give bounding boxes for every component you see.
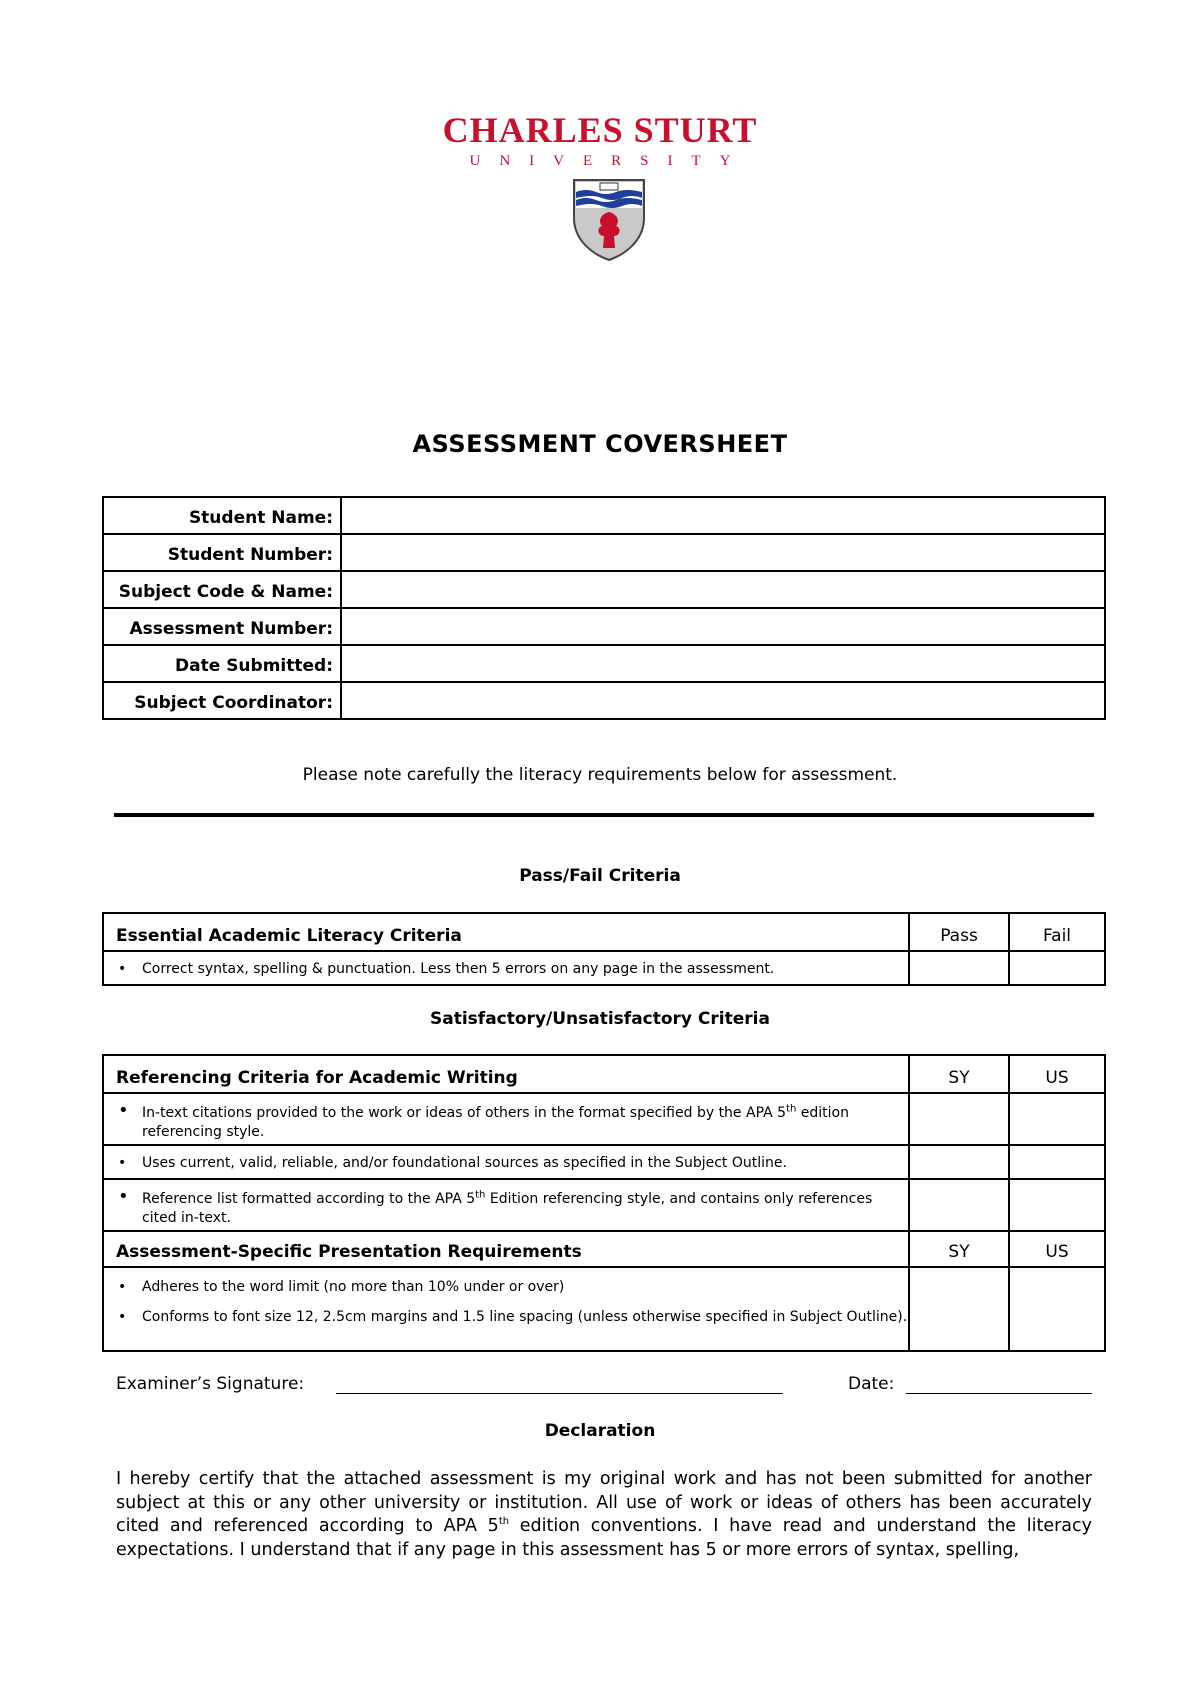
subject-code-name-field[interactable] [344, 572, 1104, 607]
fail-column-header: Fail [1042, 926, 1072, 946]
table-header: Essential Academic Literacy Criteria [116, 926, 462, 946]
criteria-text: Adheres to the word limit (no more than 10% under or over) [142, 1279, 565, 1295]
superscript: th [786, 1103, 797, 1115]
criteria-text: Edition referencing style, and contains only references cited in-text. [142, 1191, 873, 1226]
pass-column-header: Pass [910, 914, 1010, 950]
bullet-icon: • [118, 1100, 129, 1121]
examiner-signature-line[interactable] [336, 1392, 783, 1394]
criteria-text: edition referencing style. [142, 1105, 849, 1140]
sy-checkbox-cell[interactable] [910, 1146, 1010, 1178]
superscript: th [475, 1189, 486, 1201]
list-item [116, 1154, 908, 1173]
declaration-title: Declaration [544, 1421, 656, 1441]
table-row [104, 1268, 1104, 1350]
logo-subname: UNIVERSITY [469, 153, 750, 169]
details-row [104, 572, 1104, 609]
university-logo [0, 112, 1200, 170]
table-header: Referencing Criteria for Academic Writing [116, 1068, 518, 1088]
declaration-text-part: edition conventions. I have read and understand the literacy expectations. I understand that if any page in this assessment has 5 or more errors of syntax, spelling, [116, 1516, 1093, 1560]
sy-column-header: SY [910, 1056, 1010, 1092]
details-label: Date Submitted: [104, 646, 342, 681]
details-row [104, 535, 1104, 572]
sy-checkbox-cell[interactable] [910, 1180, 1010, 1230]
table-row [104, 1180, 1104, 1232]
bullet-icon: • [118, 961, 127, 977]
us-column-header: US [1045, 1068, 1069, 1088]
table-header-row [104, 914, 1104, 952]
details-row [104, 683, 1104, 718]
assessment-number-field[interactable] [344, 609, 1104, 644]
superscript: th [498, 1516, 510, 1528]
list-item [116, 960, 908, 979]
us-checkbox-cell[interactable] [1010, 1180, 1104, 1230]
logo-name: CHARLES STURT [442, 110, 758, 150]
us-checkbox-cell[interactable] [1010, 1094, 1104, 1144]
satisfactory-heading: Satisfactory/Unsatisfactory Criteria [430, 1009, 770, 1029]
list-item [116, 1186, 908, 1228]
date-label: Date: [848, 1374, 895, 1394]
details-label: Assessment Number: [104, 609, 342, 644]
details-label: Student Name: [104, 498, 342, 533]
criteria-text: In-text citations provided to the work or ideas of others in the format specified by the APA 5 [142, 1105, 787, 1121]
student-number-field[interactable] [344, 535, 1104, 570]
date-line[interactable] [906, 1392, 1092, 1394]
passfail-heading: Pass/Fail Criteria [519, 866, 681, 886]
us-checkbox-cell[interactable] [1010, 1146, 1104, 1178]
table-row [104, 952, 1104, 984]
university-crest-icon [570, 178, 648, 262]
details-label: Subject Coordinator: [104, 683, 342, 718]
table-header: Assessment-Specific Presentation Requirements [116, 1242, 582, 1262]
table-row [104, 1094, 1104, 1146]
list-item [116, 1100, 908, 1142]
sy-checkbox-cell[interactable] [910, 1094, 1010, 1144]
bullet-icon: • [118, 1155, 127, 1171]
subject-coordinator-field[interactable] [344, 683, 1104, 718]
passfail-table [102, 912, 1106, 986]
sy-column-header: SY [910, 1232, 1010, 1266]
details-row [104, 498, 1104, 535]
student-name-field[interactable] [344, 498, 1104, 533]
sy-checkbox-cell[interactable] [910, 1268, 1010, 1350]
table-row [104, 1146, 1104, 1180]
table-header-row [104, 1232, 1104, 1268]
list-item [116, 1278, 908, 1297]
declaration-text [116, 1468, 1092, 1562]
us-column-header: US [1045, 1242, 1069, 1262]
student-details-table [102, 496, 1106, 720]
declaration-text-part: I hereby certify that the attached assessment is my original work and has not been submitted for another subject at this or any other university or institution. All use of work or ideas of others has been accurately cited and referenced according to APA 5 [116, 1469, 1092, 1536]
criteria-text: Reference list formatted according to the APA 5 [142, 1191, 476, 1207]
fail-checkbox-cell[interactable] [1010, 952, 1104, 984]
criteria-text: Conforms to font size 12, 2.5cm margins and 1.5 line spacing (unless otherwise specified in Subject Outline). [142, 1309, 908, 1325]
examiner-signature-label: Examiner’s Signature: [116, 1374, 305, 1394]
satisfactory-table [102, 1054, 1106, 1352]
bullet-icon: • [118, 1309, 127, 1325]
us-checkbox-cell[interactable] [1010, 1268, 1104, 1350]
literacy-note: Please note carefully the literacy requirements below for assessment. [302, 765, 898, 785]
details-label: Student Number: [104, 535, 342, 570]
table-header-row [104, 1056, 1104, 1094]
bullet-icon: • [118, 1279, 127, 1295]
details-row [104, 646, 1104, 683]
page-title: ASSESSMENT COVERSHEET [412, 430, 788, 458]
date-submitted-field[interactable] [344, 646, 1104, 681]
horizontal-divider [114, 813, 1094, 817]
pass-checkbox-cell[interactable] [910, 952, 1010, 984]
details-label: Subject Code & Name: [104, 572, 342, 607]
list-item [116, 1308, 908, 1327]
details-row [104, 609, 1104, 646]
bullet-icon: • [118, 1186, 129, 1207]
criteria-text: Uses current, valid, reliable, and/or foundational sources as specified in the Subject Outline. [142, 1155, 787, 1171]
criteria-text: Correct syntax, spelling & punctuation. Less then 5 errors on any page in the assessment. [142, 961, 775, 977]
